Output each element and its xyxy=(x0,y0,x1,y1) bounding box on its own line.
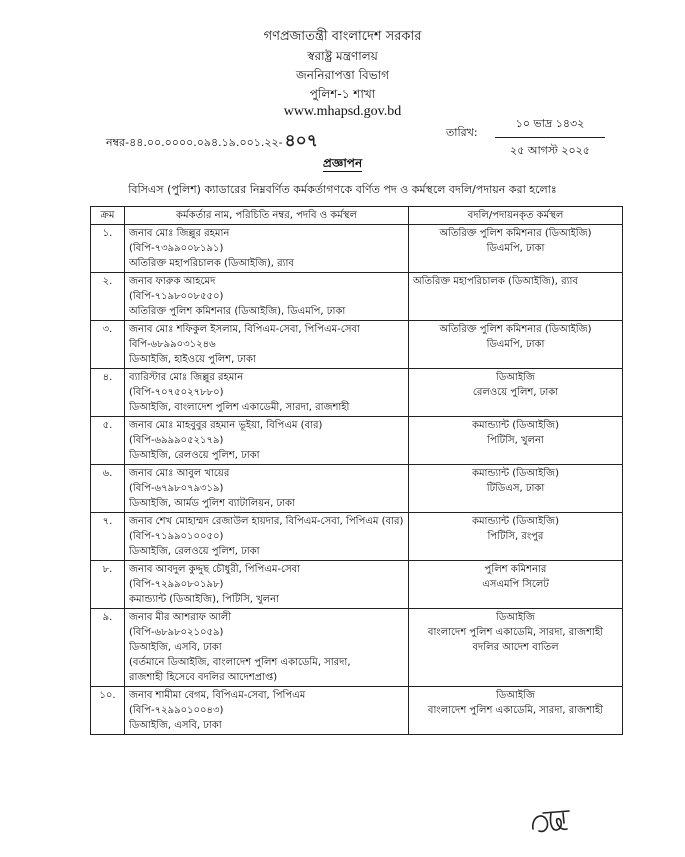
officer-line: কমান্ড্যান্ট (ডিআইজি), পিটিসি, খুলনা xyxy=(129,594,280,605)
table-header-row xyxy=(91,207,623,225)
officer-line: ডিআইজি, বাংলাদেশ পুলিশ একাডেমী, সারদা, রাজশাহী xyxy=(129,402,350,413)
memo-handwritten-number: ৪০৭ xyxy=(284,131,318,151)
row-posting xyxy=(409,465,623,513)
row-serial: ৭. xyxy=(91,513,125,561)
posting-line: পুলিশ কমিশনার xyxy=(484,564,547,575)
memo-number xyxy=(106,128,318,156)
officer-line: ডিআইজি, আর্মড পুলিশ ব্যাটালিয়ন, ঢাকা xyxy=(129,498,295,509)
posting-line: বাংলাদেশ পুলিশ একাডেমি, সারদা, রাজশাহী xyxy=(427,705,604,716)
officer-line: (বিপি-৭৩৯৯০০৮১৯১) xyxy=(129,243,224,254)
date-bangla: ১০ ভাদ্র ১৪৩২ xyxy=(495,115,605,138)
officer-line: জনাব ফারুক আহমেদ xyxy=(129,276,216,287)
table-row xyxy=(91,687,623,735)
division-name: জননিরাপত্তা বিভাগ xyxy=(296,68,389,82)
officer-line: অতিরিক্ত পুলিশ কমিশনার (ডিআইজি), ডিএমপি, ঢাকা xyxy=(129,306,346,317)
row-serial: ২. xyxy=(91,273,125,321)
row-officer xyxy=(125,609,409,687)
posting-line: কমান্ড্যান্ট (ডিআইজি) xyxy=(472,516,559,527)
posting-line: বাংলাদেশ পুলিশ একাডেমি, সারদা, রাজশাহী xyxy=(427,627,604,638)
row-officer xyxy=(125,687,409,735)
row-posting xyxy=(409,513,623,561)
posting-line: কমান্ড্যান্ট (ডিআইজি) xyxy=(472,420,559,431)
section-name: পুলিশ-১ শাখা xyxy=(309,87,376,101)
row-officer xyxy=(125,273,409,321)
row-serial: ৪. xyxy=(91,369,125,417)
posting-line: বদলির আদেশ বাতিল xyxy=(472,642,559,653)
posting-line: টিডিএস, ঢাকা xyxy=(486,483,545,494)
posting-line: কমান্ড্যান্ট (ডিআইজি) xyxy=(472,468,559,479)
date-english: ২৫ আগস্ট ২০২৫ xyxy=(510,144,590,157)
govt-name: গণপ্রজাতন্ত্রী বাংলাদেশ সরকার xyxy=(263,29,422,44)
posting-line: অতিরিক্ত মহাপরিচালক (ডিআইজি), র‍্যাব xyxy=(413,276,578,287)
website-link[interactable]: www.mhapsd.gov.bd xyxy=(283,104,402,119)
table-row xyxy=(91,273,623,321)
row-posting xyxy=(409,321,623,369)
posting-line: রেলওয়ে পুলিশ, ঢাকা xyxy=(472,387,559,398)
posting-line: ডিএমপি, ঢাকা xyxy=(486,339,545,350)
posting-line: ডিআইজি xyxy=(496,690,535,701)
row-posting xyxy=(409,609,623,687)
header-serial: ক্রম xyxy=(91,207,125,225)
officer-line: (বিপি-৬৯৯৯০৫২১৭৯) xyxy=(129,435,224,446)
officer-line: (বিপি-৭০৭৫০২৭৮৮০) xyxy=(129,387,224,398)
ministry-name: স্বরাষ্ট্র মন্ত্রণালয় xyxy=(307,49,378,63)
officer-line: ডিআইজি, রেলওয়ে পুলিশ, ঢাকা xyxy=(129,546,260,557)
posting-line: ডিএমপি, ঢাকা xyxy=(486,243,545,254)
posting-line: অতিরিক্ত পুলিশ কমিশনার (ডিআইজি) xyxy=(439,228,592,239)
officer-line: ব্যারিস্টার মোঃ জিল্লুর রহমান xyxy=(129,372,244,383)
table-row xyxy=(91,465,623,513)
officer-line: ডিআইজি, এসবি, ঢাকা xyxy=(129,642,222,653)
posting-line: পিটিসি, খুলনা xyxy=(487,435,544,446)
memo-number-label: নম্বর-৪৪.০০.০০০০.০৯৪.১৯.০০১.২২- xyxy=(106,136,283,149)
officer-line: ডিআইজি, হাইওয়ে পুলিশ, ঢাকা xyxy=(129,354,256,365)
officer-line: জনাব মোঃ শফিকুল ইসলাম, বিপিএম-সেবা, পিপিএম-সেবা xyxy=(129,324,360,335)
row-officer xyxy=(125,321,409,369)
posting-line: অতিরিক্ত পুলিশ কমিশনার (ডিআইজি) xyxy=(439,324,592,335)
table-row xyxy=(91,561,623,609)
row-officer xyxy=(125,561,409,609)
row-serial: ৩. xyxy=(91,321,125,369)
officer-line: জনাব আবদুল কুদ্দুছ চৌধুরী, পিপিএম-সেবা xyxy=(129,564,301,575)
signature-initial xyxy=(527,803,577,843)
officer-line: জনাব শামীমা বেগম, বিপিএম-সেবা, পিপিএম xyxy=(129,690,306,701)
officer-line: ডিআইজি, রেলওয়ে পুলিশ, ঢাকা xyxy=(129,450,260,461)
table-row xyxy=(91,225,623,273)
row-officer xyxy=(125,513,409,561)
row-serial: ১০. xyxy=(91,687,125,735)
officer-line: জনাব মীর আশরাফ আলী xyxy=(129,612,232,623)
row-posting xyxy=(409,225,623,273)
row-officer xyxy=(125,417,409,465)
officer-line: জনাব মোঃ আবুল খায়ের xyxy=(129,468,230,479)
posting-line: ডিআইজি xyxy=(496,612,535,623)
header-posting: বদলি/পদায়নকৃত কর্মস্থল xyxy=(409,207,623,225)
row-posting xyxy=(409,369,623,417)
table-row xyxy=(91,609,623,687)
notice-title: প্রজ্ঞাপন xyxy=(322,156,363,170)
row-officer xyxy=(125,369,409,417)
officer-line: (বিপি-৭২৯৯০১০০৪৩) xyxy=(129,705,224,716)
officer-line: অতিরিক্ত মহাপরিচালক (ডিআইজি), র‍্যাব xyxy=(129,258,294,269)
table-row xyxy=(91,513,623,561)
officer-line: (বিপি-৬৭৯৮০৭৯৩১৯) xyxy=(129,483,224,494)
intro-text: বিসিএস (পুলিশ) ক্যাডারের নিম্নবর্ণিত কর্মকর্তাগণকে বর্ণিত পদ ও কর্মস্থলে বদলি/পদায়ন করা হলোঃ xyxy=(128,183,557,196)
table-row xyxy=(91,417,623,465)
table-body xyxy=(91,225,623,735)
header-officer: কর্মকর্তার নাম, পরিচিতি নম্বর, পদবি ও কর্মস্থল xyxy=(125,207,409,225)
row-posting xyxy=(409,687,623,735)
row-serial: ৮. xyxy=(91,561,125,609)
officer-line: বিপি-৬৮৯৯০৩১২৪৬ xyxy=(129,339,216,350)
officer-line: জনাব মোঃ জিল্লুর রহমান xyxy=(129,228,230,239)
officer-line: (বর্তমানে ডিআইজি, বাংলাদেশ পুলিশ একাডেমি, সারদা, xyxy=(129,657,351,668)
officer-line: জনাব শেখ মোহাম্মদ রেজাউল হায়দার, বিপিএম-সেবা, পিপিএম (বার) xyxy=(129,516,404,527)
posting-line: এসএমপি সিলেট xyxy=(482,579,549,590)
row-serial: ৫. xyxy=(91,417,125,465)
row-officer xyxy=(125,225,409,273)
row-serial: ৬. xyxy=(91,465,125,513)
officer-line: জনাব মোঃ মাহবুবুর রহমান ভূইয়া, বিপিএম (বার) xyxy=(129,420,323,431)
officer-line: (বিপি-৭২৯৯০৮০১৯৮) xyxy=(129,579,224,590)
posting-line: ডিআইজি xyxy=(496,372,535,383)
date-label: তারিখ: xyxy=(446,126,478,139)
row-serial: ৯. xyxy=(91,609,125,687)
posting-line: পিটিসি, রংপুর xyxy=(487,531,544,542)
officer-line: (বিপি-৭১৯৯০১০০৫০) xyxy=(129,531,224,542)
officer-line: (বিপি-৬৮৯৮০২১০৫৯) xyxy=(129,627,224,638)
transfer-table xyxy=(90,206,623,735)
table-row xyxy=(91,369,623,417)
row-serial: ১. xyxy=(91,225,125,273)
table-row xyxy=(91,321,623,369)
officer-line: রাজশাহী হিসেবে বদলির আদেশপ্রাপ্ত) xyxy=(129,672,278,683)
row-posting xyxy=(409,273,623,321)
row-posting xyxy=(409,417,623,465)
row-posting xyxy=(409,561,623,609)
officer-line: (বিপি-৭১৯৮০০৮৫৫০) xyxy=(129,291,224,302)
officer-line: ডিআইজি, এসবি, ঢাকা xyxy=(129,720,222,731)
row-officer xyxy=(125,465,409,513)
